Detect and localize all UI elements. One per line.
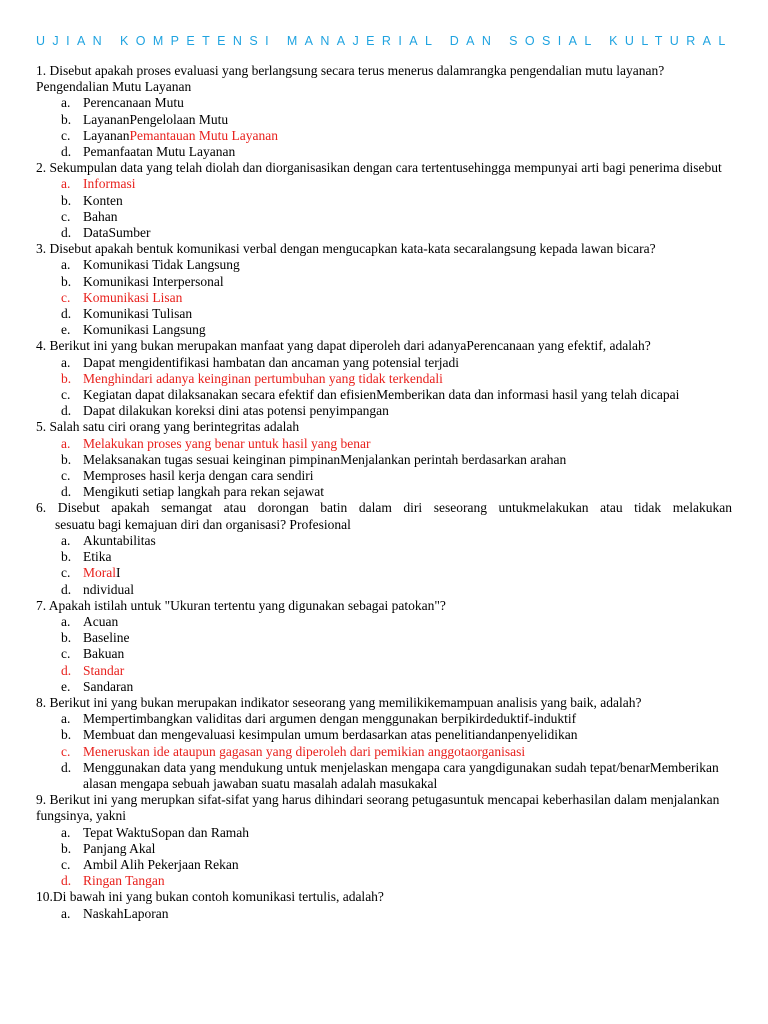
option-text: Komunikasi Tulisan	[83, 306, 193, 322]
option-letter: c.	[61, 127, 71, 143]
option-text: Dapat dilakukan koreksi dini atas potensi penyimpangan	[83, 403, 389, 419]
option-letter: a.	[61, 95, 71, 111]
option-text: Memproses hasil kerja dengan cara sendiri	[83, 468, 314, 484]
option-a	[36, 906, 732, 922]
option-b	[36, 193, 732, 209]
option-letter: c.	[61, 387, 71, 403]
option-letter: b.	[61, 370, 72, 386]
option-c	[36, 387, 732, 403]
question-text: 9. Berikut ini yang merupkan sifat-sifat yang harus dihindari seorang petugasuntuk mencapai keberhasilan dalam menjalankan fungsinya, yakni	[36, 792, 720, 824]
option-letter: c.	[61, 468, 71, 484]
question-text: 7. Apakah istilah untuk "Ukuran tertentu yang digunakan sebagai patokan"?	[36, 597, 446, 613]
option-letter: e.	[61, 322, 71, 338]
option-text: Acuan	[83, 613, 119, 629]
option-letter: d.	[61, 873, 72, 889]
option-text: Kegiatan dapat dilaksanakan secara efektif dan efisienMemberikan data dan informasi hasil yang telah dicapai	[83, 387, 680, 403]
option-letter: b.	[61, 273, 72, 289]
question-2	[36, 160, 732, 241]
question-9	[36, 792, 732, 889]
option-a	[36, 711, 732, 727]
option-text: Tepat WaktuSopan dan Ramah	[83, 824, 250, 840]
options-list	[36, 711, 732, 792]
options-list	[36, 355, 732, 420]
option-d	[36, 144, 732, 160]
option-a	[36, 355, 732, 371]
option-text: Mempertimbangkan validitas dari argumen dengan menggunakan berpikirdeduktif-induktif	[83, 711, 577, 727]
option-text: Komunikasi Langsung	[83, 322, 206, 338]
option-c	[36, 468, 732, 484]
option-text	[83, 565, 732, 581]
option-b	[36, 630, 732, 646]
option-text: Akuntabilitas	[83, 532, 156, 548]
option-text: NaskahLaporan	[83, 905, 169, 921]
options-list	[36, 533, 732, 598]
question-text: 5. Salah satu ciri orang yang berintegritas adalah	[36, 419, 300, 435]
option-e	[36, 679, 732, 695]
question-8	[36, 695, 732, 792]
option-text: Standar	[83, 662, 125, 678]
option-text: LayananPengelolaan Mutu	[83, 111, 229, 127]
option-c	[36, 128, 732, 144]
option-text: Mengikuti setiap langkah para rekan sejawat	[83, 484, 325, 500]
option-a	[36, 436, 732, 452]
option-letter: d.	[61, 581, 72, 597]
option-text	[83, 128, 732, 144]
option-letter: a.	[61, 711, 71, 727]
option-c	[36, 646, 732, 662]
option-a	[36, 614, 732, 630]
option-b	[36, 112, 732, 128]
question-7	[36, 598, 732, 695]
option-text: Komunikasi Interpersonal	[83, 273, 224, 289]
option-text: Pemanfaatan Mutu Layanan	[83, 144, 236, 160]
option-a	[36, 95, 732, 111]
option-b	[36, 452, 732, 468]
option-letter: c.	[61, 208, 71, 224]
option-c	[36, 744, 732, 760]
option-c	[36, 565, 732, 581]
option-text: Konten	[83, 192, 123, 208]
option-text: Menghindari adanya keinginan pertumbuhan yang tidak terkendali	[83, 370, 443, 386]
question-text: 4. Berikut ini yang bukan merupakan manfaat yang dapat diperoleh dari adanyaPerencanaan yang efektif, adalah?	[36, 338, 651, 354]
option-letter: b.	[61, 630, 72, 646]
option-b	[36, 274, 732, 290]
option-d	[36, 484, 732, 500]
question-text: 2. Sekumpulan data yang telah diolah dan diorganisasikan dengan cara tertentusehingga mempunyai arti bagi penerima disebut	[36, 160, 722, 176]
option-text: Komunikasi Tidak Langsung	[83, 257, 240, 273]
option-d	[36, 663, 732, 679]
option-b	[36, 727, 732, 743]
question-5	[36, 419, 732, 500]
option-letter: a.	[61, 532, 71, 548]
option-b	[36, 371, 732, 387]
option-letter: d.	[61, 225, 72, 241]
option-a	[36, 533, 732, 549]
options-list	[36, 95, 732, 160]
option-text: Ambil Alih Pekerjaan Rekan	[83, 856, 239, 872]
option-letter: d.	[61, 144, 72, 160]
option-text: ndividual	[83, 581, 134, 597]
option-d	[36, 582, 732, 598]
option-letter: b.	[61, 840, 72, 856]
option-text: Melaksanakan tugas sesuai keinginan pimpinanMenjalankan perintah berdasarkan arahan	[83, 451, 567, 467]
option-text: Melakukan proses yang benar untuk hasil yang benar	[83, 435, 371, 451]
option-a	[36, 825, 732, 841]
option-text: Meneruskan ide ataupun gagasan yang diperoleh dari pemikian anggotaorganisasi	[83, 743, 526, 759]
option-text: Komunikasi Lisan	[83, 289, 183, 305]
option-text: Bakuan	[83, 646, 125, 662]
option-letter: a.	[61, 905, 71, 921]
option-text-plain: I	[116, 565, 121, 581]
question-text: 3. Disebut apakah bentuk komunikasi verbal dengan mengucapkan kata-kata secaralangsung kepada lawan bicara?	[36, 241, 656, 257]
option-text: Bahan	[83, 208, 118, 224]
option-d	[36, 225, 732, 241]
options-list	[36, 257, 732, 338]
question-6	[36, 500, 732, 597]
option-letter: d.	[61, 759, 72, 775]
option-text: Ringan Tangan	[83, 873, 165, 889]
option-letter: a.	[61, 354, 71, 370]
question-text: 1. Disebut apakah proses evaluasi yang berlangsung secara terus menerus dalamrangka pengendalian mutu layanan?Pengendalian Mutu Layanan	[36, 63, 665, 95]
options-list	[36, 436, 732, 501]
options-list	[36, 906, 732, 922]
option-letter: b.	[61, 451, 72, 467]
option-text: Etika	[83, 549, 112, 565]
option-text: Perencanaan Mutu	[83, 95, 184, 111]
question-text-continued: sesuatu bagi kemajuan diri dan organisasi? Profesional	[55, 516, 351, 532]
options-list	[36, 614, 732, 695]
option-letter: a.	[61, 613, 71, 629]
option-c	[36, 209, 732, 225]
option-b	[36, 549, 732, 565]
document-page	[36, 0, 732, 922]
option-letter: b.	[61, 111, 72, 127]
document-title: UJIAN KOMPETENSI MANAJERIAL DAN SOSIAL KULTURAL	[36, 34, 733, 48]
option-a	[36, 176, 732, 192]
option-c	[36, 857, 732, 873]
option-letter: c.	[61, 743, 71, 759]
option-text: Sandaran	[83, 678, 134, 694]
option-letter: a.	[61, 176, 71, 192]
options-list	[36, 825, 732, 890]
option-letter: e.	[61, 678, 71, 694]
question-text: 8. Berikut ini yang bukan merupakan indikator seseorang yang memilikikemampuan analisis yang baik, adalah?	[36, 694, 642, 710]
answer-highlight: Moral	[83, 565, 116, 581]
option-c	[36, 290, 732, 306]
option-d	[36, 306, 732, 322]
option-text: Panjang Akal	[83, 840, 156, 856]
option-letter: c.	[61, 856, 71, 872]
option-letter: b.	[61, 727, 72, 743]
option-letter: b.	[61, 192, 72, 208]
option-text-plain: Layanan	[83, 127, 130, 143]
option-a	[36, 257, 732, 273]
option-letter: d.	[61, 662, 72, 678]
option-text: DataSumber	[83, 225, 151, 241]
options-list	[36, 176, 732, 241]
option-text: Menggunakan data yang mendukung untuk menjelaskan mengapa cara yangdigunakan sudah tepat/benarMemberikan alasan mengapa sebuah jawaban suatu masalah adalah masukakal	[83, 759, 719, 791]
option-letter: b.	[61, 549, 72, 565]
option-e	[36, 322, 732, 338]
option-letter: a.	[61, 824, 71, 840]
question-4	[36, 338, 732, 419]
answer-highlight: Pemantauan Mutu Layanan	[129, 127, 278, 143]
option-text: Dapat mengidentifikasi hambatan dan ancaman yang potensial terjadi	[83, 354, 459, 370]
option-text: Informasi	[83, 176, 136, 192]
question-1	[36, 63, 732, 160]
option-letter: d.	[61, 306, 72, 322]
option-d	[36, 873, 732, 889]
question-10	[36, 889, 732, 921]
question-3	[36, 241, 732, 338]
option-letter: a.	[61, 435, 71, 451]
option-letter: d.	[61, 403, 72, 419]
option-d	[36, 760, 732, 792]
option-letter: a.	[61, 257, 71, 273]
option-letter: d.	[61, 484, 72, 500]
question-text: 10.Di bawah ini yang bukan contoh komunikasi tertulis, adalah?	[36, 889, 384, 905]
question-text: 6. Disebut apakah semangat atau dorongan batin dalam diri seseorang untukmelakukan atau tidak melakukan	[36, 500, 732, 516]
option-d	[36, 403, 732, 419]
option-letter: c.	[61, 289, 71, 305]
option-text: Baseline	[83, 630, 130, 646]
option-text: Membuat dan mengevaluasi kesimpulan umum berdasarkan atas penelitiandanpenyelidikan	[83, 727, 578, 743]
option-b	[36, 841, 732, 857]
option-letter: c.	[61, 565, 71, 581]
option-letter: c.	[61, 646, 71, 662]
